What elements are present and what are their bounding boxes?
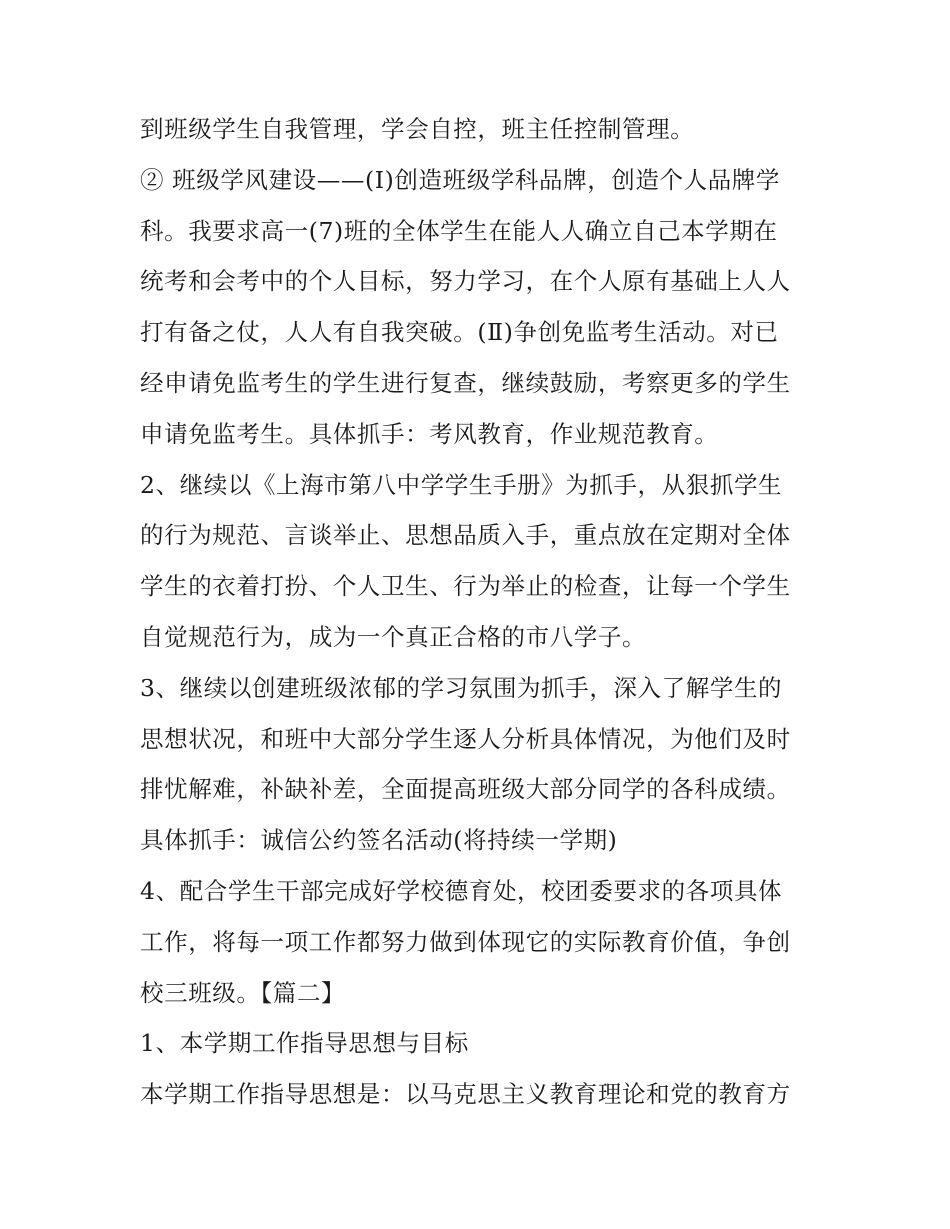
- text-line: 1、本学期工作指导思想与目标: [140, 1029, 469, 1058]
- text-line: 本学期工作指导思想是：以马克思主义教育理论和党的教育方: [140, 1080, 791, 1109]
- text-line: 统考和会考中的个人目标，努力学习，在个人原有基础上人人: [140, 267, 791, 296]
- text-line: 学生的衣着打扮、个人卫生、行为举止的检查，让每一个学生: [140, 572, 791, 601]
- text-line: 校三班级。【篇二】: [140, 978, 346, 1007]
- text-line: 自觉规范行为，成为一个真正合格的市八学子。: [140, 622, 647, 651]
- text-line: 申请免监考生。具体抓手：考风教育，作业规范教育。: [140, 419, 719, 448]
- text-line: 3、继续以创建班级浓郁的学习氛围为抓手，深入了解学生的: [140, 673, 783, 702]
- body-text: [140, 104, 830, 1120]
- text-line: 具体抓手：诚信公约签名活动(将持续一学期): [140, 826, 618, 855]
- text-line: 的行为规范、言谈举止、思想品质入手，重点放在定期对全体: [140, 521, 791, 550]
- text-line: 经申请免监考生的学生进行复查，继续鼓励，考察更多的学生: [140, 368, 791, 397]
- text-line: ② 班级学风建设——(Ⅰ)创造班级学科品牌，创造个人品牌学: [140, 165, 780, 194]
- text-line: 思想状况，和班中大部分学生逐人分析具体情况，为他们及时: [140, 724, 791, 753]
- text-line: 2、继续以《上海市第八中学学生手册》为抓手，从狠抓学生: [140, 470, 783, 499]
- text-line: 工作，将每一项工作都努力做到体现它的实际教育价值，争创: [140, 927, 791, 956]
- text-line: 4、配合学生干部完成好学校德育处，校团委要求的各项具体: [140, 876, 783, 905]
- text-line: 科。我要求高一(7)班的全体学生在能人人确立自己本学期在: [140, 216, 778, 245]
- text-line: 打有备之仗，人人有自我突破。(Ⅱ)争创免监考生活动。对已: [140, 318, 779, 347]
- text-line: 到班级学生自我管理，学会自控，班主任控制管理。: [140, 115, 695, 143]
- text-line: 排忧解难，补缺补差，全面提高班级大部分同学的各科成绩。: [140, 775, 791, 804]
